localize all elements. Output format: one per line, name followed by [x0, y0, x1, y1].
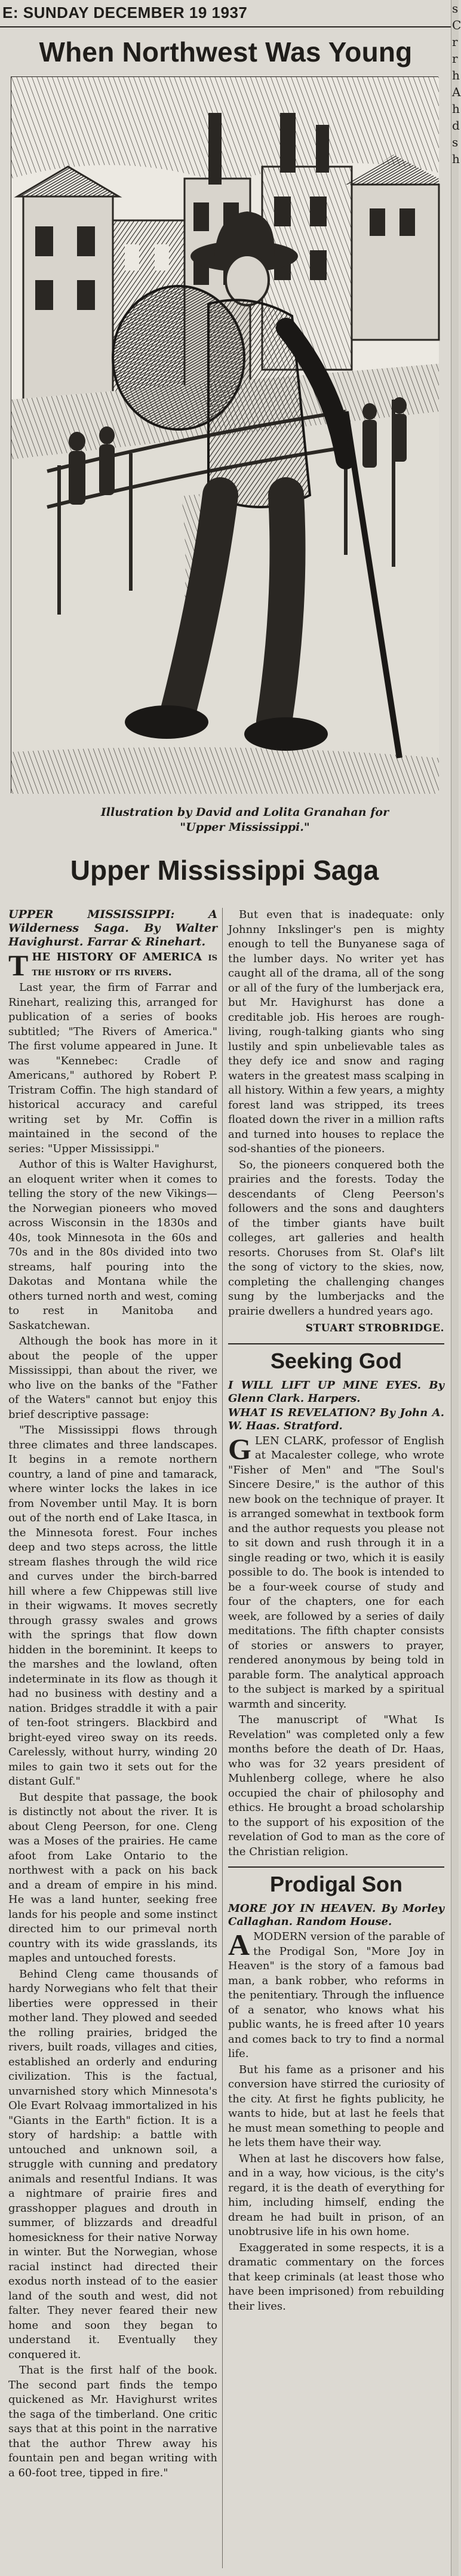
- column-rule: [222, 908, 223, 2568]
- strip-letter: A: [452, 85, 461, 99]
- drop-cap: G: [228, 1432, 251, 1466]
- drop-cap: A: [228, 1928, 250, 1961]
- strip-letter: C: [452, 18, 461, 32]
- paragraph: Author of this is Walter Havighurst, an eloquent writer when it comes to telling the story of the new Vikings—the Norwegian pioneers who moved across Wisconsin in the 1830s and 40s, took Minnesota in the 60s and 70s and in the 80s divided into two streams, half pouring into the Dakotas and Montana while the others turned north and west, coming to rest in Manitoba and Saskatchewan.: [8, 1158, 217, 1332]
- lead-text: HE HISTORY OF AMERICA is the history of its rivers.: [32, 951, 217, 978]
- paragraph: The manuscript of "What Is Revelation" was completed only a few months before the death of Dr. Haas, who was for 32 years president of Muhlenberg college, where he also occupied the chair of philosophy and ethics. He brought a broad scholarship to the support of his exposition of the revelation of God to man as the core of the Christian religion.: [228, 1714, 444, 1858]
- paragraph: Although the book has more in it about the people of the upper Mississippi, than about the river, we who live on the banks of the "Father of the Waters" cannot but enjoy this brief descriptive passage:: [8, 1335, 217, 1421]
- paragraph: Exaggerated in some respects, it is a dramatic commentary on the forces that keep criminals (at least those who have been imprisoned) from rebuilding their lives.: [228, 2241, 444, 2313]
- review-title-seeking-god: Seeking God: [270, 1348, 402, 1373]
- book-reference: WHAT IS REVELATION? By John A. W. Haas. Stratford.: [228, 1406, 444, 1432]
- paragraph: So, the pioneers conquered both the prairies and the forests. Today the descendants of Cleng Peerson's followers and the sons and daughters of the timber giants have built colleges, art galleries and health resorts. Choruses from St. Olaf's lilt the song of victory to the skies, now, completing the challenging changes sung by the lumberjacks and the prairie dwellers a hundred years ago.: [228, 1158, 444, 1318]
- paragraph: But his fame as a prisoner and his conversion have stirred the curiosity of the city. At first he fights publicity, he wants to hide, but at last he feels that he must mean something to people and he lets them have their way.: [228, 2063, 444, 2149]
- lead-paragraph: [8, 950, 217, 980]
- drop-cap: T: [8, 948, 29, 982]
- paragraph: Behind Cleng came thousands of hardy Norwegians who felt that their liberties were oppressed in their mother land. They plowed and seeded the rolling prairies, bridged the rivers, built roads, villages and cities, established an orderly and enduring civilization. This is the factual, unvarnished story which Minnesota's Ole Evart Rolvaag immortalized in his "Giants in the Earth" fiction. It is a story of hardship: a battle with untouched and unknown soil, a struggle with cunning and predatory animals and resentful Indians. It was a nightmare of prairie fires and grasshopper plagues and drouth in summer, of blizzards and dreadful homesickness for their native Norway in winter. But the Norwegian, whose racial instinct had directed their exodus north instead of to the easier land of the south and west, did not falter. They never feared their new home and soon they began to understand it. Eventually they conquered it.: [8, 1967, 217, 2361]
- paragraph: When at last he discovers how false, and in a way, how vicious, is the city's regard, it is the death of everything for him, including himself, ending the dream he had built in prison, of an unobtrusive life in his own home.: [228, 2152, 444, 2238]
- strip-letter: h: [452, 102, 460, 116]
- strip-letter: h: [452, 68, 460, 82]
- strip-letter: s: [452, 135, 459, 149]
- review-title-upper-mississippi: Upper Mississippi Saga: [70, 855, 379, 886]
- woodcut-illustration: [11, 76, 438, 793]
- paragraph: But despite that passage, the book is distinctly not about the river. It is about Cleng Peerson, for one. Cleng was a Moses of the prairies. He came afoot from Lake Ontario to the northwest with a pack on his back and a dream of empire in his mind. He was a land hunter, seeking free lands for his people and some instinct directed him to our primeval north country with its wide grasslands, its maples and untouched forests.: [8, 1791, 217, 1964]
- adjacent-column-strip: [451, 0, 459, 2576]
- dateline: E: SUNDAY DECEMBER 19 1937: [2, 4, 248, 22]
- illustration-caption: Illustration by David and Lolita Granahan for "Upper Mississippi.": [100, 806, 389, 834]
- paragraph: [228, 1930, 444, 2062]
- paragraph-text: MODERN version of the parable of the Prodigal Son, "More Joy in Heaven" is the story of a famous bad man, a bank robber, who reforms in the penitentiary. Through the influence of a senator, who knows what his public wants, he is freed after 10 years and comes back to try to find a normal life.: [228, 1930, 444, 2060]
- strip-letter: h: [452, 152, 460, 166]
- section-divider: [228, 1343, 444, 1344]
- strip-letter: s: [452, 1, 459, 16]
- paragraph: "The Mississippi flows through three climates and three landscapes. It begins in a remote northern country, a land of pine and tamarack, where winter locks the lakes in ice from November until May. It is born out of the north end of Lake Itasca, in the Minnesota forest. Four inches deep and two steps across, the little stream flashes through the wild rice and curves under the birch-barred hill where a few Chippewas still live in their wigwams. It moves secretly through grassy swales and grows with the springs that flow down hidden in the boreminint. It keeps to the marshes and the lowland, often indeterminate in its flow as though it had no business with destiny and a nation. Bridges straddle it with a pair of ten-foot stringers. Blackbird and bright-eyed vireo sway on its reeds. Carelessly, without hurry, winding 20 miles to gain two it sets out for the distant Gulf.": [8, 1424, 217, 1788]
- book-reference: I WILL LIFT UP MINE EYES. By Glenn Clark. Harpers.: [228, 1378, 444, 1405]
- review-title-prodigal-son: Prodigal Son: [269, 1872, 402, 1896]
- paragraph: Last year, the firm of Farrar and Rinehart, realizing this, arranged for publication of a series of books subtitled; "The Rivers of America." The first volume appeared in June. It was "Kennebec: Cradle of Americans," authored by Robert P. Tristram Coffin. The high standard of historical accuracy and careful writing set by Mr. Coffin is maintained in the second of the series: "Upper Mississippi.": [8, 981, 217, 1155]
- book-reference: MORE JOY IN HEAVEN. By Morley Callaghan. Random House.: [228, 1902, 444, 1928]
- strip-letter: d: [452, 118, 460, 133]
- review-signature: STUART STROBRIDGE.: [305, 1322, 444, 1334]
- paragraph: [228, 1434, 444, 1712]
- strip-letter: r: [452, 35, 458, 49]
- section-divider: [228, 1866, 444, 1868]
- left-column: [8, 908, 217, 2568]
- masthead: [0, 0, 459, 27]
- paragraph-text: LEN CLARK, professor of English at Macalester college, who wrote "Fisher of Men" and "The Soul's Sincere Desire," is the author of this new book on the technique of prayer. It is arranged somewhat in textbook form and the author requests you please not to sit down and rush through it in a single reading or two, which it is easily possible to do. The book is intended to be a four-week course of study and four of the chapters, one for each week, are followed by a series of daily meditations. The fifth chapter consists of stories or answers to prayer, rendered anonymous by being told in parable form. The analytical approach to the subject is marked by a spiritual warmth and sincerity.: [228, 1434, 444, 1711]
- illustration-art: [11, 77, 439, 794]
- paragraph: That is the first half of the book. The second part finds the tempo quickened as Mr. Havighurst writes the saga of the timberland. One critic says that at this point in the narrative that the author Threw away his fountain pen and began writing with a 60-foot tree, tipped in fire.": [8, 2364, 217, 2479]
- right-column: [228, 908, 444, 2568]
- feature-headline: When Northwest Was Young: [39, 36, 413, 67]
- paragraph: But even that is inadequate: only Johnny Inkslinger's pen is mighty enough to tell the Bunyanese saga of the lumber days. No writer yet has caught all of the drama, all of the song or all of the fury of the lumberjack era, but Mr. Havighurst has done a creditable job. His heroes are rough-living, rough-talking giants who sing lustily and spin unbelievable tales as they defy ice and snow and raging waters in the greatest mass scalping in all history. Within a few years, a mighty forest land was stripped, its trees floated down the river in a million rafts and turned into houses to replace the sod-shanties of the pioneers.: [228, 908, 444, 1155]
- strip-letter: r: [452, 51, 458, 66]
- book-reference: UPPER MISSISSIPPI: A Wilderness Saga. By Walter Havighurst. Farrar & Rinehart.: [8, 908, 217, 948]
